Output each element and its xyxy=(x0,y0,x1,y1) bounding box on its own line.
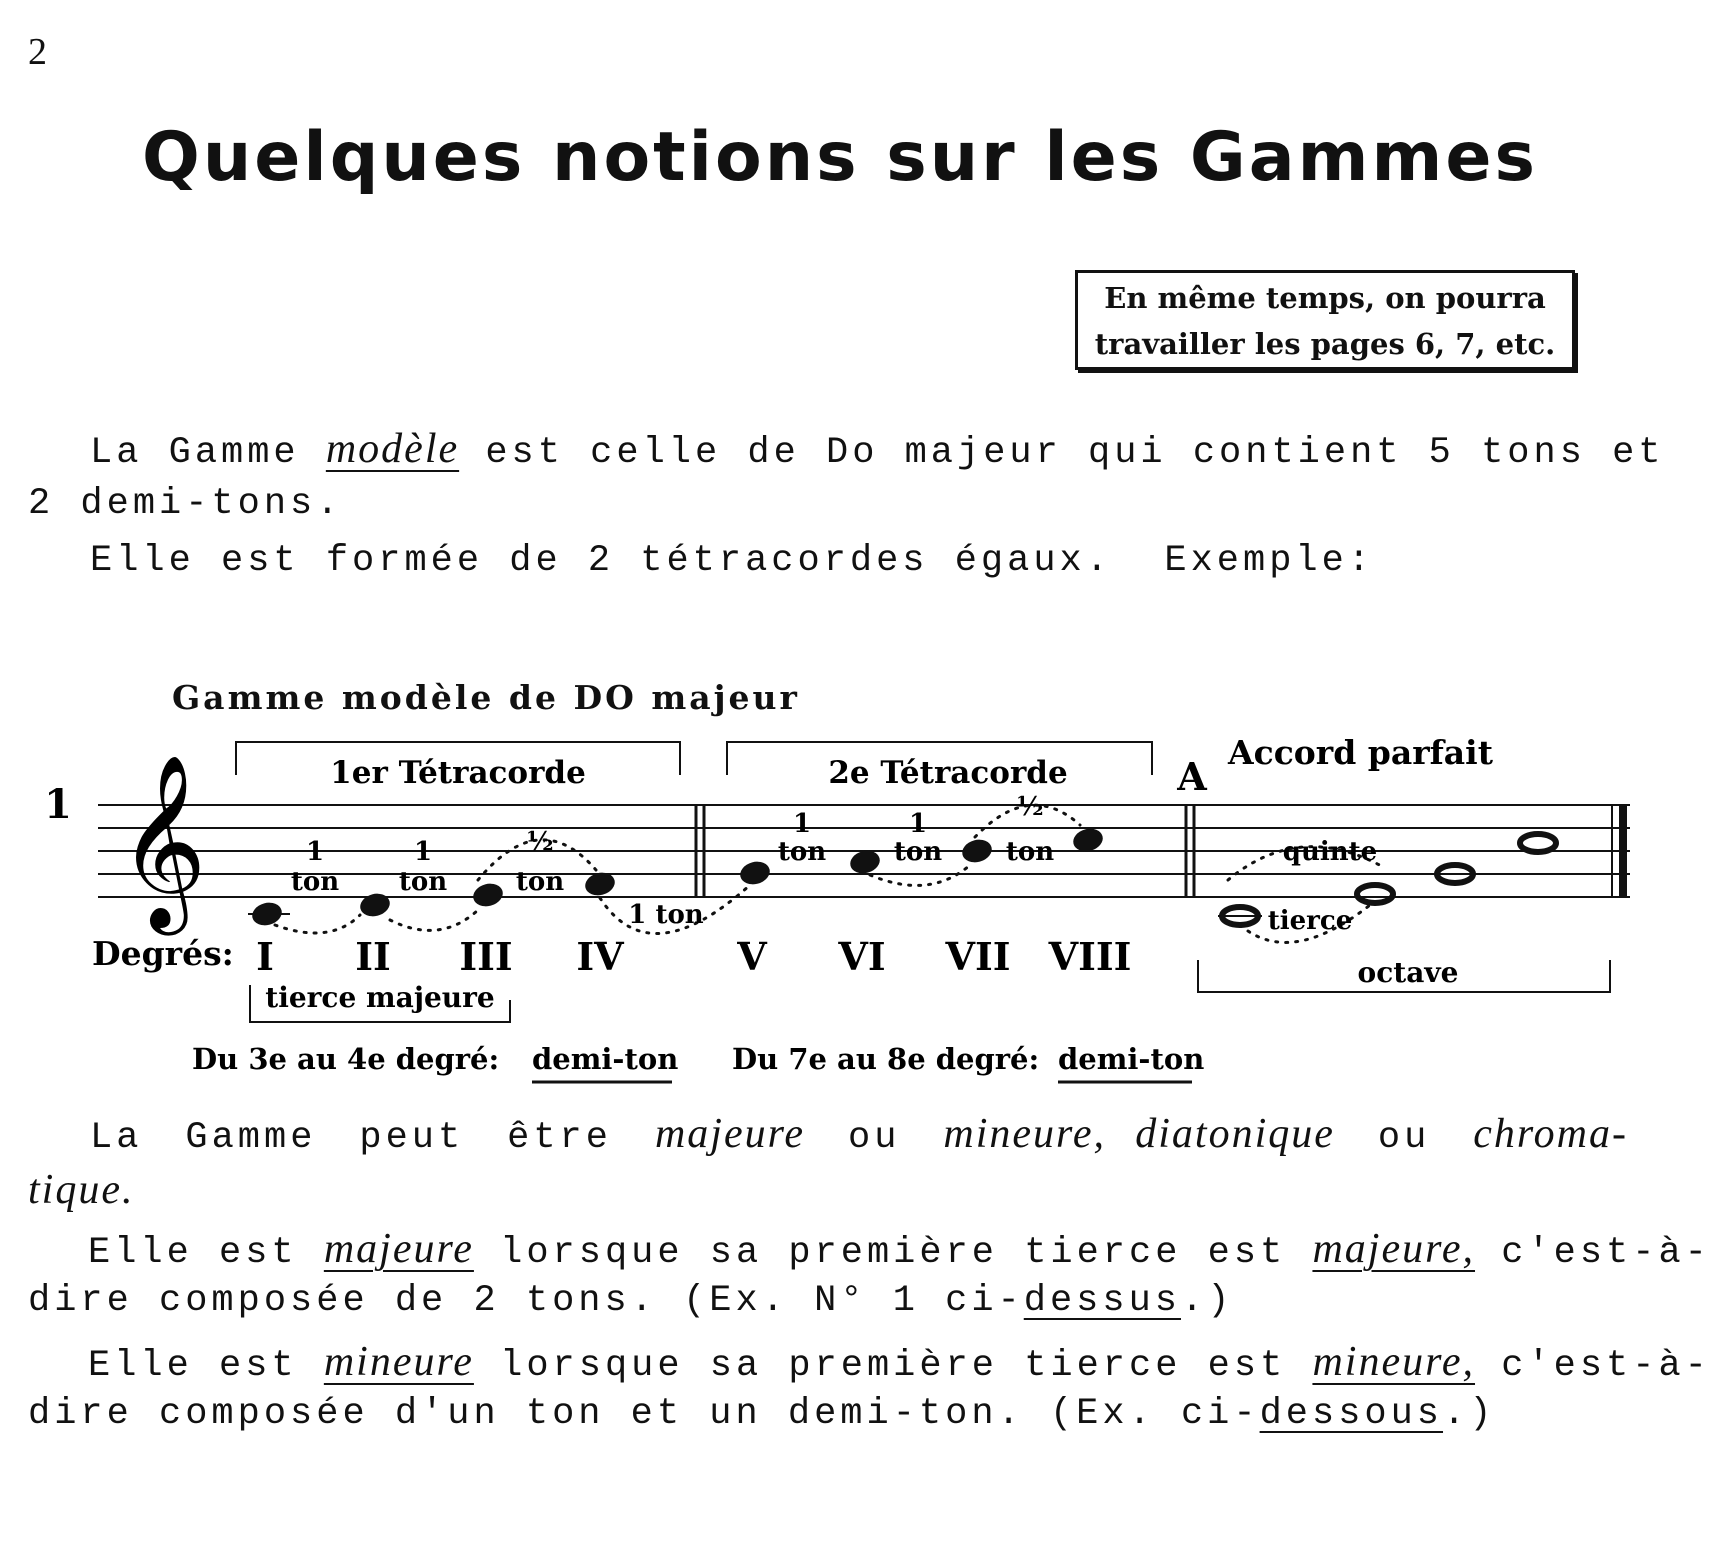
body-line-2: tique. xyxy=(28,1167,135,1213)
emphasis-modele: modèle xyxy=(325,426,460,472)
accord-parfait-label: Accord parfait xyxy=(1228,733,1493,772)
svg-text:½: ½ xyxy=(1016,792,1044,822)
octave-label: octave xyxy=(1357,956,1459,989)
svg-text:1: 1 xyxy=(908,809,928,839)
body-line-1: La Gamme peut être majeure ou mineure, diatonique ou chroma- xyxy=(90,1111,1628,1159)
svg-text:quinte: quinte xyxy=(1282,837,1378,867)
body-line-3: Elle est majeure lorsque sa première tierce est majeure, c'est-à- xyxy=(88,1226,1711,1274)
svg-text:ton: ton xyxy=(398,867,448,897)
treble-clef-icon: 𝄞 xyxy=(118,754,207,928)
svg-text:demi-ton: demi-ton xyxy=(1058,1042,1205,1076)
intro-line-1: La Gamme modèle est celle de Do majeur qui contient 5 tons et xyxy=(90,426,1665,474)
svg-text:VIII: VIII xyxy=(1048,934,1132,979)
example-title: Gamme modèle de DO majeur xyxy=(172,678,800,717)
svg-text:1: 1 xyxy=(792,809,812,839)
body-line-4: dire composée de 2 tons. (Ex. N° 1 ci-dessus.) xyxy=(28,1280,1234,1322)
svg-text:ton: ton xyxy=(777,837,827,867)
tetracorde-1-label: 1er Tétracorde xyxy=(330,755,586,791)
page-number: 2 xyxy=(28,31,47,73)
svg-text:VII: VII xyxy=(945,934,1011,979)
svg-text:ton: ton xyxy=(893,837,943,867)
svg-text:demi-ton: demi-ton xyxy=(532,1042,679,1076)
svg-text:III: III xyxy=(459,934,513,979)
page-title: Quelques notions sur les Gammes xyxy=(142,118,1538,197)
svg-text:IV: IV xyxy=(576,934,624,979)
svg-text:1: 1 xyxy=(305,837,325,867)
intro-line-3: Elle est formée de 2 tétracordes égaux. Exemple: xyxy=(90,540,1375,582)
note-line-2: travailler les pages 6, 7, etc. xyxy=(1094,327,1556,361)
degree-numerals xyxy=(256,934,1131,979)
svg-text:ton: ton xyxy=(290,867,340,897)
marker-a: A xyxy=(1177,754,1207,799)
example-number: 1 xyxy=(44,781,72,828)
note-line-1: En même temps, on pourra xyxy=(1104,281,1546,315)
svg-text:1 ton: 1 ton xyxy=(628,900,704,930)
semitone-rules xyxy=(192,1042,1204,1076)
svg-text:½: ½ xyxy=(526,827,554,857)
note-box xyxy=(1075,270,1575,370)
body-line-6: dire composée d'un ton et un demi-ton. (Ex. ci-dessous.) xyxy=(28,1393,1496,1435)
svg-text:ton: ton xyxy=(515,867,565,897)
svg-text:VI: VI xyxy=(838,934,886,979)
step-labels xyxy=(291,792,1377,936)
svg-text:ton: ton xyxy=(1005,837,1055,867)
svg-text:I: I xyxy=(256,934,274,979)
svg-text:II: II xyxy=(355,934,391,979)
degrees-label: Degrés: xyxy=(92,934,234,973)
svg-text:tierce: tierce xyxy=(1267,906,1353,936)
body-line-5: Elle est mineure lorsque sa première tierce est mineure, c'est-à- xyxy=(88,1339,1711,1387)
svg-text:Du 7e au 8e degré:: Du 7e au 8e degré: xyxy=(732,1042,1040,1076)
tetracorde-2-label: 2e Tétracorde xyxy=(828,755,1068,791)
intro-line-2: 2 demi-tons. xyxy=(28,483,343,525)
musical-example xyxy=(0,720,1680,1100)
tierce-majeure-label: tierce majeure xyxy=(265,981,495,1014)
svg-text:1: 1 xyxy=(413,837,433,867)
svg-text:V: V xyxy=(737,934,767,979)
svg-text:Du 3e au 4e degré:: Du 3e au 4e degré: xyxy=(192,1042,500,1076)
